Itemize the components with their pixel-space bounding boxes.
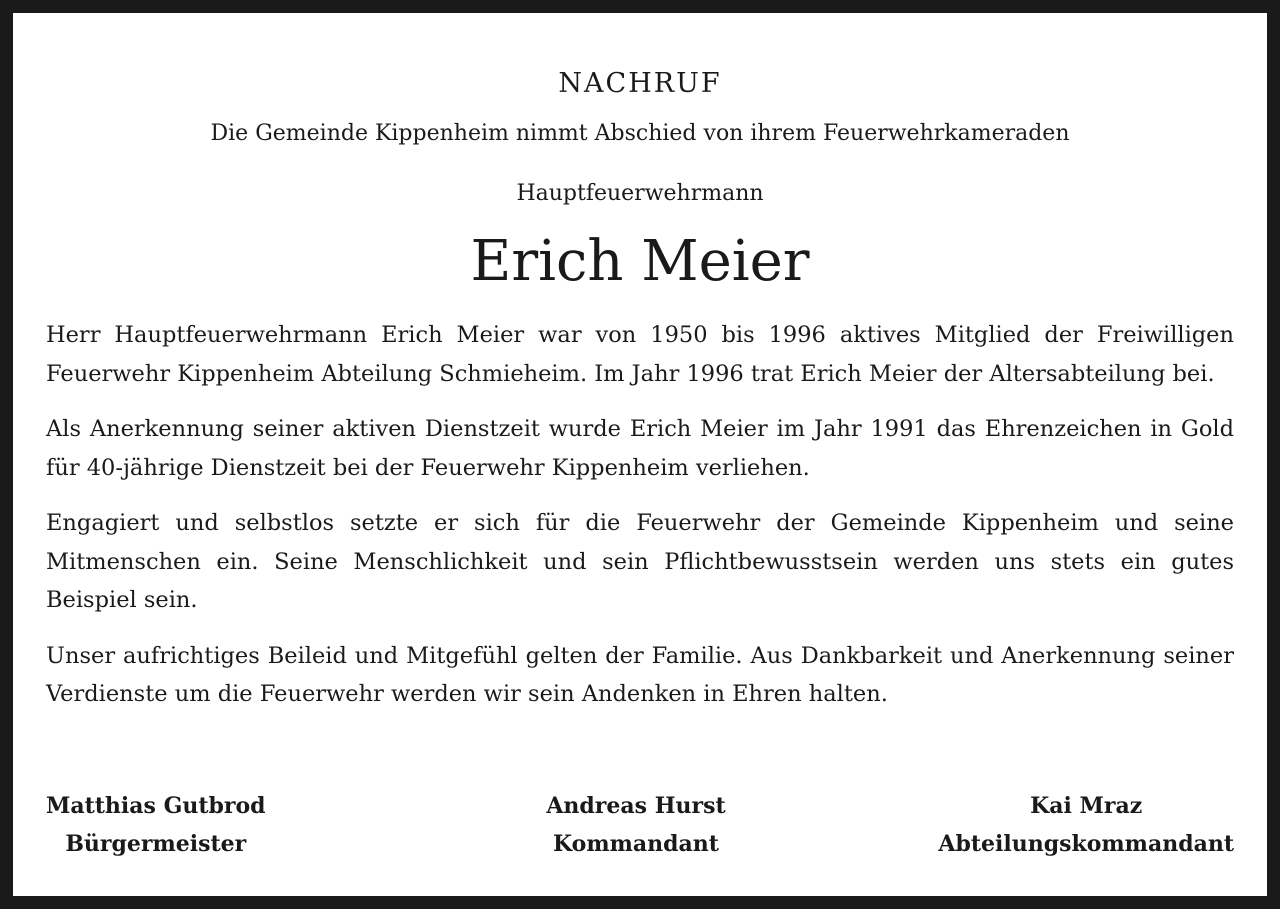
signatory-name: Matthias Gutbrod	[46, 793, 266, 819]
paragraph-condolence: Unser aufrichtiges Beileid und Mitgefühl gelten der Familie. Aus Dankbarkeit und Anerkennung seiner Verdienste um die Feuerwehr werden wir sein Andenken in Ehren halten.	[46, 642, 1234, 707]
obituary-notice	[13, 13, 1267, 896]
rank-line: Hauptfeuerwehrmann	[516, 181, 764, 206]
paragraph-engagement: Engagiert und selbstlos setzte er sich für die Feuerwehr der Gemeinde Kippenheim und seine Mitmenschen ein. Seine Menschlichkeit und sein Pflichtbewusstsein werden uns stets ein gutes Beispiel sein.	[46, 510, 1234, 613]
intro-line: Die Gemeinde Kippenheim nimmt Abschied von ihrem Feuerwehrkameraden	[210, 121, 1070, 146]
notice-body	[46, 316, 1234, 731]
signature-block	[46, 787, 1234, 867]
signatory-title: Abteilungskommandant	[938, 831, 1234, 857]
signatory-commander	[486, 787, 786, 863]
deceased-name: Erich Meier	[470, 229, 810, 294]
signatory-name: Kai Mraz	[1030, 793, 1143, 819]
signatory-mayor	[46, 787, 266, 863]
signatory-title: Kommandant	[553, 831, 719, 857]
notice-heading: NACHRUF	[558, 68, 722, 99]
paragraph-membership: Herr Hauptfeuerwehrmann Erich Meier war von 1950 bis 1996 aktives Mitglied der Freiwilligen Feuerwehr Kippenheim Abteilung Schmieheim. Im Jahr 1996 trat Erich Meier der Altersabteilung bei.	[46, 322, 1234, 387]
paragraph-honor: Als Anerkennung seiner aktiven Dienstzeit wurde Erich Meier im Jahr 1991 das Ehrenzeichen in Gold für 40-jährige Dienstzeit bei der Feuerwehr Kippenheim verliehen.	[46, 416, 1234, 481]
signatory-name: Andreas Hurst	[546, 793, 726, 819]
signatory-department-commander	[938, 787, 1234, 863]
signatory-title: Bürgermeister	[65, 831, 247, 857]
